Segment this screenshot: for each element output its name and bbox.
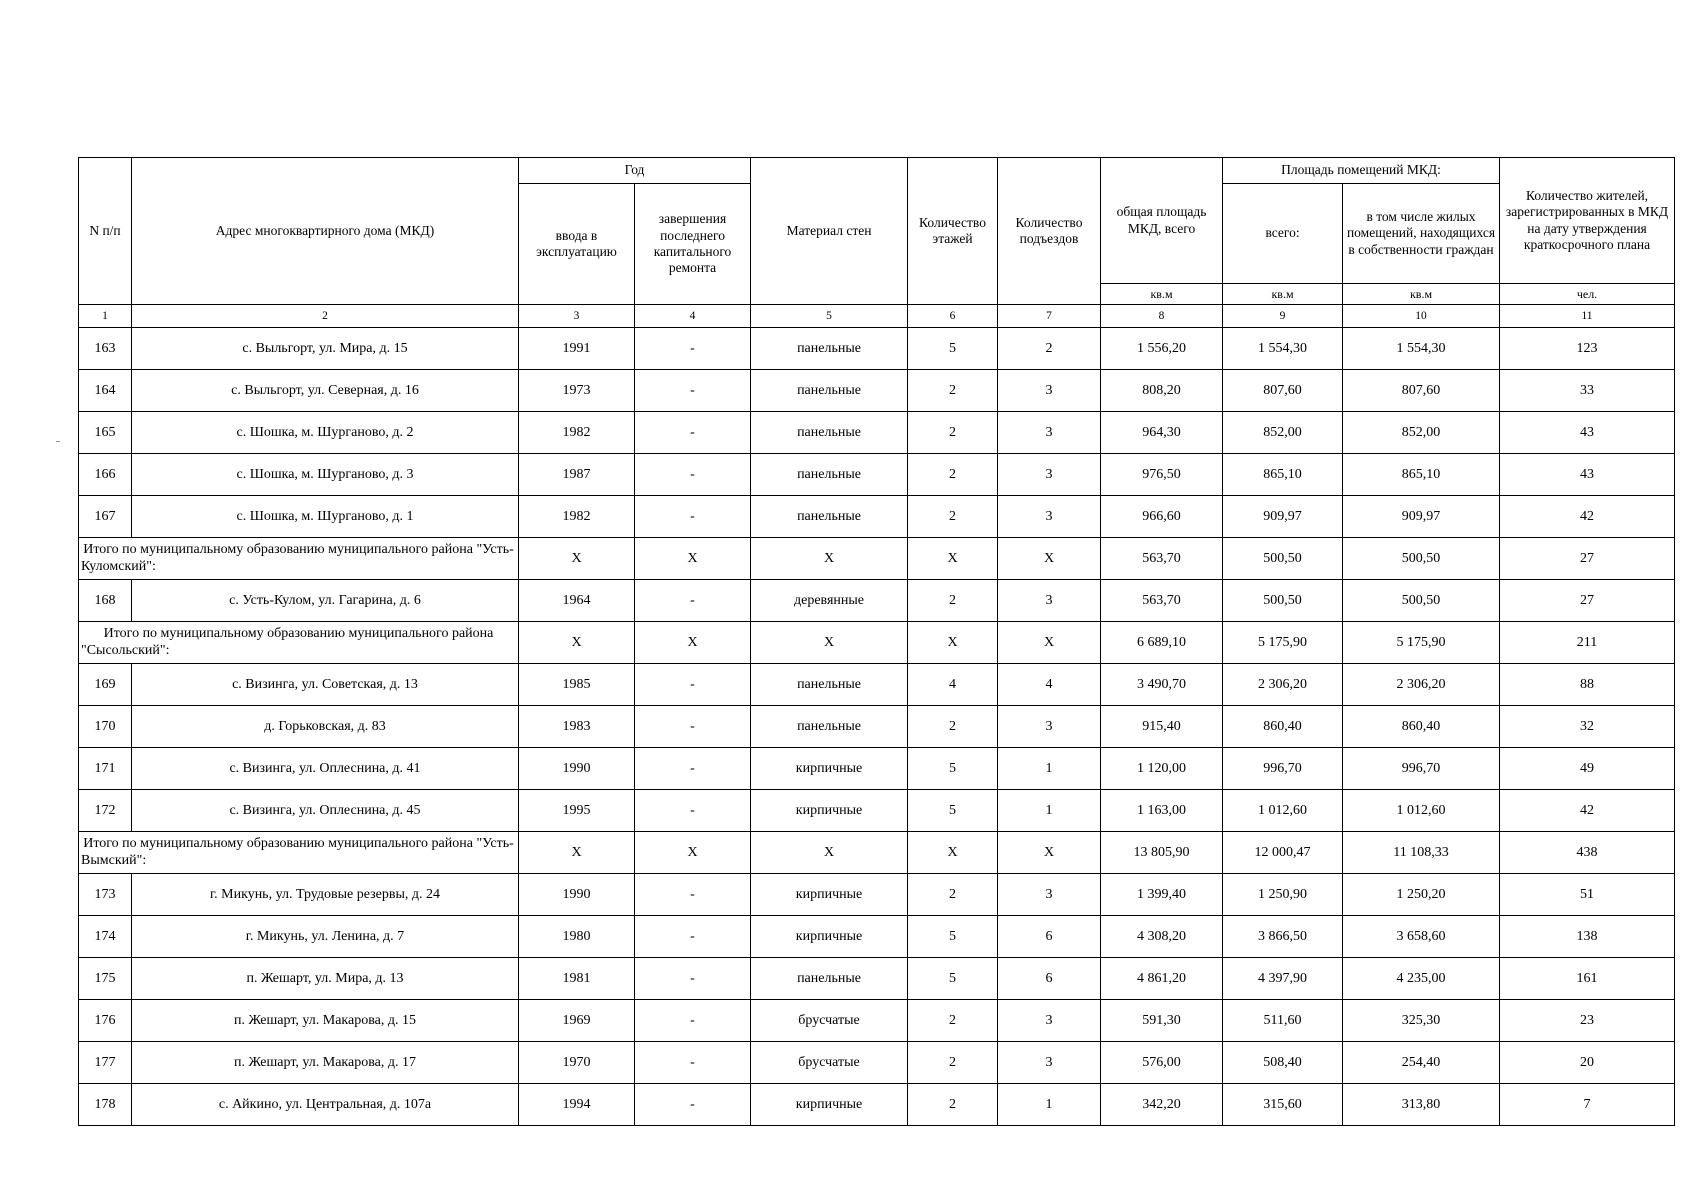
- address-cell: г. Микунь, ул. Ленина, д. 7: [132, 916, 519, 958]
- year-commission-cell: X: [519, 538, 635, 580]
- area-all-cell: 315,60: [1223, 1084, 1343, 1126]
- row-number: 176: [79, 1000, 132, 1042]
- table-row: [79, 412, 1675, 454]
- area-all-cell: 3 866,50: [1223, 916, 1343, 958]
- wall-material-cell: панельные: [751, 958, 908, 1000]
- year-repair-cell: X: [635, 622, 751, 664]
- header-floors: Количество этажей: [908, 158, 998, 305]
- area-all-cell: 500,50: [1223, 538, 1343, 580]
- year-repair-cell: -: [635, 1042, 751, 1084]
- area-residential-cell: 1 250,20: [1343, 874, 1500, 916]
- row-number: 172: [79, 790, 132, 832]
- header-year-repair: завершения последнего капитального ремонта: [635, 184, 751, 305]
- header-area-residential-owned: в том числе жилых помещений, находящихся в собственности граждан: [1343, 184, 1500, 284]
- row-number: 168: [79, 580, 132, 622]
- area-residential-cell: 909,97: [1343, 496, 1500, 538]
- year-repair-cell: -: [635, 1000, 751, 1042]
- address-cell: с. Шошка, м. Шурганово, д. 1: [132, 496, 519, 538]
- total-area-cell: 576,00: [1101, 1042, 1223, 1084]
- total-area-cell: 4 861,20: [1101, 958, 1223, 1000]
- area-all-cell: 12 000,47: [1223, 832, 1343, 874]
- area-residential-cell: 996,70: [1343, 748, 1500, 790]
- wall-material-cell: панельные: [751, 370, 908, 412]
- address-cell: с. Выльгорт, ул. Северная, д. 16: [132, 370, 519, 412]
- area-residential-cell: 1 554,30: [1343, 328, 1500, 370]
- area-residential-cell: 500,50: [1343, 580, 1500, 622]
- area-residential-cell: 5 175,90: [1343, 622, 1500, 664]
- area-all-cell: 1 012,60: [1223, 790, 1343, 832]
- residents-cell: 438: [1500, 832, 1675, 874]
- entrances-cell: 3: [998, 874, 1101, 916]
- floors-cell: 2: [908, 1084, 998, 1126]
- entrances-cell: 3: [998, 454, 1101, 496]
- total-area-cell: 808,20: [1101, 370, 1223, 412]
- year-repair-cell: -: [635, 790, 751, 832]
- area-all-cell: 500,50: [1223, 580, 1343, 622]
- area-all-cell: 1 250,90: [1223, 874, 1343, 916]
- address-cell: п. Жешарт, ул. Макарова, д. 15: [132, 1000, 519, 1042]
- area-all-cell: 865,10: [1223, 454, 1343, 496]
- table-row: [79, 916, 1675, 958]
- header-address: Адрес многоквартирного дома (МКД): [132, 158, 519, 305]
- year-repair-cell: X: [635, 832, 751, 874]
- entrances-cell: X: [998, 622, 1101, 664]
- unit-people: чел.: [1500, 284, 1675, 305]
- total-area-cell: 1 556,20: [1101, 328, 1223, 370]
- area-all-cell: 511,60: [1223, 1000, 1343, 1042]
- total-area-cell: 1 163,00: [1101, 790, 1223, 832]
- header-entrances: Количество подъездов: [998, 158, 1101, 305]
- year-commission-cell: X: [519, 622, 635, 664]
- row-number: 178: [79, 1084, 132, 1126]
- residents-cell: 211: [1500, 622, 1675, 664]
- area-all-cell: 996,70: [1223, 748, 1343, 790]
- year-commission-cell: 1981: [519, 958, 635, 1000]
- year-repair-cell: -: [635, 370, 751, 412]
- row-number: 170: [79, 706, 132, 748]
- total-label: Итого по муниципальному образованию муниципального района "Усть-Куломский":: [79, 538, 519, 580]
- area-residential-cell: 3 658,60: [1343, 916, 1500, 958]
- housing-register-table: [78, 157, 1675, 1126]
- address-cell: п. Жешарт, ул. Мира, д. 13: [132, 958, 519, 1000]
- header-num: N п/п: [79, 158, 132, 305]
- address-cell: с. Выльгорт, ул. Мира, д. 15: [132, 328, 519, 370]
- entrances-cell: 1: [998, 790, 1101, 832]
- residents-cell: 7: [1500, 1084, 1675, 1126]
- total-label: Итого по муниципальному образованию муниципального района "Сысольский":: [79, 622, 519, 664]
- wall-material-cell: брусчатые: [751, 1042, 908, 1084]
- residents-cell: 42: [1500, 496, 1675, 538]
- entrances-cell: 3: [998, 706, 1101, 748]
- year-commission-cell: 1991: [519, 328, 635, 370]
- year-repair-cell: -: [635, 496, 751, 538]
- area-all-cell: 909,97: [1223, 496, 1343, 538]
- row-number: 174: [79, 916, 132, 958]
- area-residential-cell: 865,10: [1343, 454, 1500, 496]
- wall-material-cell: кирпичные: [751, 1084, 908, 1126]
- unit-m2: кв.м: [1223, 284, 1343, 305]
- area-residential-cell: 313,80: [1343, 1084, 1500, 1126]
- year-repair-cell: -: [635, 328, 751, 370]
- floors-cell: 2: [908, 1042, 998, 1084]
- address-cell: д. Горьковская, д. 83: [132, 706, 519, 748]
- address-cell: с. Визинга, ул. Оплеснина, д. 45: [132, 790, 519, 832]
- year-commission-cell: 1987: [519, 454, 635, 496]
- area-all-cell: 5 175,90: [1223, 622, 1343, 664]
- col-number: 6: [908, 305, 998, 328]
- col-number: 10: [1343, 305, 1500, 328]
- entrances-cell: 3: [998, 1042, 1101, 1084]
- entrances-cell: 3: [998, 496, 1101, 538]
- entrances-cell: 2: [998, 328, 1101, 370]
- address-cell: с. Визинга, ул. Оплеснина, д. 41: [132, 748, 519, 790]
- table-row: [79, 370, 1675, 412]
- year-commission-cell: 1995: [519, 790, 635, 832]
- residents-cell: 43: [1500, 412, 1675, 454]
- residents-cell: 33: [1500, 370, 1675, 412]
- row-number: 164: [79, 370, 132, 412]
- table-row: [79, 706, 1675, 748]
- year-commission-cell: 1970: [519, 1042, 635, 1084]
- area-residential-cell: 852,00: [1343, 412, 1500, 454]
- year-repair-cell: X: [635, 538, 751, 580]
- wall-material-cell: кирпичные: [751, 748, 908, 790]
- year-repair-cell: -: [635, 580, 751, 622]
- area-all-cell: 508,40: [1223, 1042, 1343, 1084]
- floors-cell: X: [908, 832, 998, 874]
- row-number: 163: [79, 328, 132, 370]
- entrances-cell: 3: [998, 1000, 1101, 1042]
- total-area-cell: 4 308,20: [1101, 916, 1223, 958]
- floors-cell: 2: [908, 580, 998, 622]
- residents-cell: 27: [1500, 580, 1675, 622]
- header-wall-material: Материал стен: [751, 158, 908, 305]
- entrances-cell: 6: [998, 958, 1101, 1000]
- residents-cell: 49: [1500, 748, 1675, 790]
- table-row: [79, 958, 1675, 1000]
- wall-material-cell: панельные: [751, 496, 908, 538]
- table-row: [79, 1042, 1675, 1084]
- wall-material-cell: X: [751, 832, 908, 874]
- header-year-group: Год: [519, 158, 751, 184]
- area-residential-cell: 500,50: [1343, 538, 1500, 580]
- year-repair-cell: -: [635, 706, 751, 748]
- district-total-row: [79, 832, 1675, 874]
- floors-cell: 5: [908, 748, 998, 790]
- wall-material-cell: панельные: [751, 328, 908, 370]
- entrances-cell: 3: [998, 370, 1101, 412]
- area-residential-cell: 807,60: [1343, 370, 1500, 412]
- wall-material-cell: X: [751, 538, 908, 580]
- area-all-cell: 1 554,30: [1223, 328, 1343, 370]
- total-area-cell: 13 805,90: [1101, 832, 1223, 874]
- table-body: [79, 328, 1675, 1126]
- year-commission-cell: 1985: [519, 664, 635, 706]
- year-commission-cell: 1964: [519, 580, 635, 622]
- floors-cell: 2: [908, 412, 998, 454]
- wall-material-cell: кирпичные: [751, 916, 908, 958]
- col-number: 8: [1101, 305, 1223, 328]
- col-number: 3: [519, 305, 635, 328]
- year-commission-cell: 1969: [519, 1000, 635, 1042]
- year-repair-cell: -: [635, 874, 751, 916]
- total-area-cell: 563,70: [1101, 580, 1223, 622]
- total-area-cell: 1 120,00: [1101, 748, 1223, 790]
- residents-cell: 20: [1500, 1042, 1675, 1084]
- wall-material-cell: X: [751, 622, 908, 664]
- floors-cell: 5: [908, 916, 998, 958]
- col-number: 4: [635, 305, 751, 328]
- entrances-cell: 4: [998, 664, 1101, 706]
- row-number: 165: [79, 412, 132, 454]
- row-number: 177: [79, 1042, 132, 1084]
- floors-cell: X: [908, 538, 998, 580]
- total-area-cell: 1 399,40: [1101, 874, 1223, 916]
- year-commission-cell: 1982: [519, 412, 635, 454]
- floors-cell: 2: [908, 454, 998, 496]
- wall-material-cell: панельные: [751, 664, 908, 706]
- address-cell: г. Микунь, ул. Трудовые резервы, д. 24: [132, 874, 519, 916]
- col-number: 1: [79, 305, 132, 328]
- row-number: 171: [79, 748, 132, 790]
- entrances-cell: X: [998, 538, 1101, 580]
- entrances-cell: X: [998, 832, 1101, 874]
- row-number: 175: [79, 958, 132, 1000]
- residents-cell: 27: [1500, 538, 1675, 580]
- year-repair-cell: -: [635, 1084, 751, 1126]
- table-row: [79, 874, 1675, 916]
- row-number: 166: [79, 454, 132, 496]
- year-commission-cell: 1994: [519, 1084, 635, 1126]
- header-area-group: Площадь помещений МКД:: [1223, 158, 1500, 184]
- unit-m2: кв.м: [1101, 284, 1223, 305]
- year-repair-cell: -: [635, 748, 751, 790]
- area-residential-cell: 11 108,33: [1343, 832, 1500, 874]
- area-residential-cell: 2 306,20: [1343, 664, 1500, 706]
- col-number: 11: [1500, 305, 1675, 328]
- floors-cell: 2: [908, 1000, 998, 1042]
- col-number: 5: [751, 305, 908, 328]
- total-area-cell: 342,20: [1101, 1084, 1223, 1126]
- table-header: [79, 158, 1675, 328]
- column-numbers-row: [79, 305, 1675, 328]
- header-residents: Количество жителей, зарегистрированных в МКД на дату утверждения краткосрочного плана: [1500, 158, 1675, 284]
- area-all-cell: 4 397,90: [1223, 958, 1343, 1000]
- area-all-cell: 807,60: [1223, 370, 1343, 412]
- area-all-cell: 860,40: [1223, 706, 1343, 748]
- year-repair-cell: -: [635, 412, 751, 454]
- area-residential-cell: 4 235,00: [1343, 958, 1500, 1000]
- total-area-cell: 591,30: [1101, 1000, 1223, 1042]
- floors-cell: 5: [908, 958, 998, 1000]
- address-cell: с. Шошка, м. Шурганово, д. 2: [132, 412, 519, 454]
- year-commission-cell: 1982: [519, 496, 635, 538]
- floors-cell: 2: [908, 706, 998, 748]
- table-row: [79, 790, 1675, 832]
- entrances-cell: 1: [998, 748, 1101, 790]
- total-label: Итого по муниципальному образованию муниципального района "Усть-Вымский":: [79, 832, 519, 874]
- residents-cell: 161: [1500, 958, 1675, 1000]
- table-row: [79, 1000, 1675, 1042]
- total-area-cell: 976,50: [1101, 454, 1223, 496]
- district-total-row: [79, 538, 1675, 580]
- area-residential-cell: 254,40: [1343, 1042, 1500, 1084]
- total-area-cell: 966,60: [1101, 496, 1223, 538]
- floors-cell: X: [908, 622, 998, 664]
- residents-cell: 51: [1500, 874, 1675, 916]
- area-residential-cell: 1 012,60: [1343, 790, 1500, 832]
- table-row: [79, 496, 1675, 538]
- residents-cell: 43: [1500, 454, 1675, 496]
- total-area-cell: 6 689,10: [1101, 622, 1223, 664]
- wall-material-cell: панельные: [751, 706, 908, 748]
- header-year-commission: ввода в эксплуатацию: [519, 184, 635, 305]
- floors-cell: 2: [908, 370, 998, 412]
- entrances-cell: 1: [998, 1084, 1101, 1126]
- floors-cell: 5: [908, 790, 998, 832]
- table-row: [79, 328, 1675, 370]
- district-total-row: [79, 622, 1675, 664]
- year-commission-cell: 1983: [519, 706, 635, 748]
- area-residential-cell: 325,30: [1343, 1000, 1500, 1042]
- area-all-cell: 2 306,20: [1223, 664, 1343, 706]
- floors-cell: 2: [908, 496, 998, 538]
- table-row: [79, 1084, 1675, 1126]
- year-commission-cell: X: [519, 832, 635, 874]
- row-number: 167: [79, 496, 132, 538]
- header-total-area: общая площадь МКД, всего: [1101, 158, 1223, 284]
- total-area-cell: 964,30: [1101, 412, 1223, 454]
- address-cell: п. Жешарт, ул. Макарова, д. 17: [132, 1042, 519, 1084]
- entrances-cell: 6: [998, 916, 1101, 958]
- wall-material-cell: кирпичные: [751, 790, 908, 832]
- residents-cell: 88: [1500, 664, 1675, 706]
- entrances-cell: 3: [998, 412, 1101, 454]
- total-area-cell: 3 490,70: [1101, 664, 1223, 706]
- year-repair-cell: -: [635, 958, 751, 1000]
- residents-cell: 42: [1500, 790, 1675, 832]
- residents-cell: 32: [1500, 706, 1675, 748]
- area-all-cell: 852,00: [1223, 412, 1343, 454]
- table-row: [79, 748, 1675, 790]
- wall-material-cell: кирпичные: [751, 874, 908, 916]
- col-number: 7: [998, 305, 1101, 328]
- address-cell: с. Усть-Кулом, ул. Гагарина, д. 6: [132, 580, 519, 622]
- row-number: 169: [79, 664, 132, 706]
- table-row: [79, 664, 1675, 706]
- address-cell: с. Айкино, ул. Центральная, д. 107а: [132, 1084, 519, 1126]
- residents-cell: 123: [1500, 328, 1675, 370]
- year-repair-cell: -: [635, 664, 751, 706]
- table-row: [79, 580, 1675, 622]
- year-repair-cell: -: [635, 454, 751, 496]
- wall-material-cell: панельные: [751, 412, 908, 454]
- year-commission-cell: 1980: [519, 916, 635, 958]
- col-number: 9: [1223, 305, 1343, 328]
- floors-cell: 2: [908, 874, 998, 916]
- wall-material-cell: брусчатые: [751, 1000, 908, 1042]
- wall-material-cell: деревянные: [751, 580, 908, 622]
- address-cell: с. Визинга, ул. Советская, д. 13: [132, 664, 519, 706]
- total-area-cell: 915,40: [1101, 706, 1223, 748]
- year-commission-cell: 1990: [519, 874, 635, 916]
- table-row: [79, 454, 1675, 496]
- residents-cell: 23: [1500, 1000, 1675, 1042]
- unit-m2: кв.м: [1343, 284, 1500, 305]
- header-area-all: всего:: [1223, 184, 1343, 284]
- residents-cell: 138: [1500, 916, 1675, 958]
- wall-material-cell: панельные: [751, 454, 908, 496]
- year-commission-cell: 1990: [519, 748, 635, 790]
- entrances-cell: 3: [998, 580, 1101, 622]
- floors-cell: 4: [908, 664, 998, 706]
- total-area-cell: 563,70: [1101, 538, 1223, 580]
- scan-artifact-mark: [56, 441, 60, 442]
- address-cell: с. Шошка, м. Шурганово, д. 3: [132, 454, 519, 496]
- col-number: 2: [132, 305, 519, 328]
- area-residential-cell: 860,40: [1343, 706, 1500, 748]
- year-repair-cell: -: [635, 916, 751, 958]
- year-commission-cell: 1973: [519, 370, 635, 412]
- row-number: 173: [79, 874, 132, 916]
- floors-cell: 5: [908, 328, 998, 370]
